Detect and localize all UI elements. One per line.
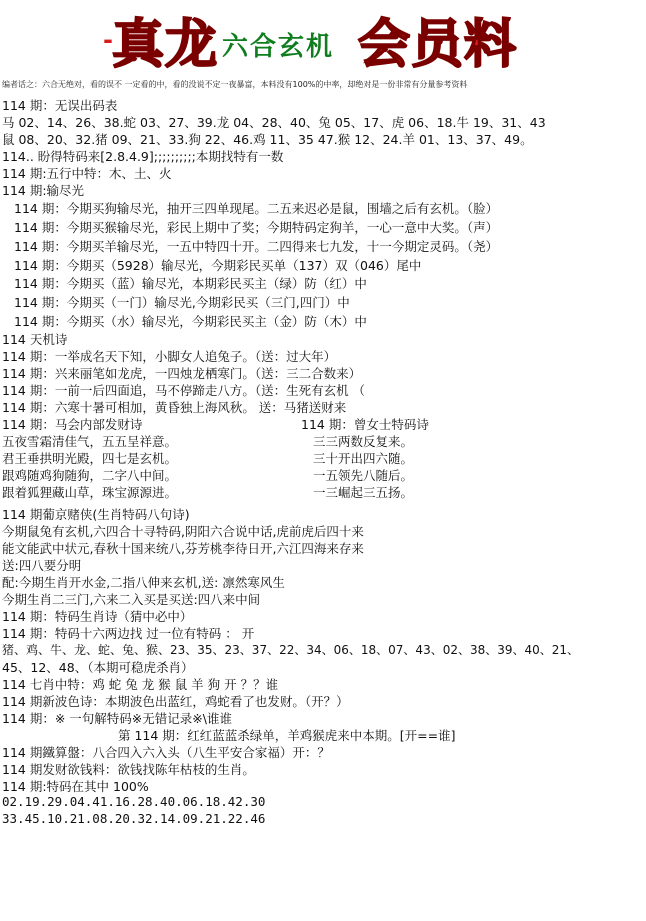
line-10: 114 期：今期买（5928）输尽光，今期彩民买单（137）双（046）尾中 bbox=[14, 258, 422, 273]
line-12: 114 期：今期买（一门）输尽光,今期彩民买（三门,四门）中 bbox=[14, 295, 350, 310]
line-35: 114 期：特码生肖诗（猜中必中） bbox=[2, 609, 193, 624]
line-3: 鼠 08、20、32.猪 09、21、33.狗 22、46.鸡 11、35 47.猴 12、24.羊 01、13、37、49。 bbox=[2, 132, 533, 147]
line-33: 配:今期生肖开水金,二指八伸来玄机,送: 凛然寒风生 bbox=[2, 575, 285, 590]
line-39: 114 七肖中特：鸡 蛇 兔 龙 猴 鼠 羊 狗 开 ？？谁 bbox=[2, 677, 279, 692]
line-37: 猪、鸡、牛、龙、蛇、兔、猴、23、35、23、37、22、34、06、18、07、43、02、38、39、40、21、 bbox=[2, 643, 580, 657]
title-prefix: - bbox=[103, 26, 113, 54]
line-32: 送:四八要分明 bbox=[2, 558, 82, 573]
line-18: 114 期：六寒十暑可相加，黄昏独上海风秋。 送：马猪送财来 bbox=[2, 400, 347, 415]
line-36: 114 期：特码十六两边找 过一位有特码 ： 开 bbox=[2, 626, 255, 641]
line-2: 马 02、14、26、38.蛇 03、27、39.龙 04、28、40、兔 05、17、虎 06、18.牛 19、31、43 bbox=[2, 115, 546, 130]
line-28: 一三崛起三五扬。 bbox=[313, 485, 414, 500]
line-46: 02.19.29.04.41.16.28.40.06.18.42.30 bbox=[2, 794, 266, 809]
line-24: 三十开出四六随。 bbox=[313, 451, 414, 466]
line-17: 114 期：一前一后四面追，马不停蹄走八方。（送：生死有玄机 （ bbox=[2, 383, 366, 398]
line-31: 能文能武中状元,春秋十国来统八,芬芳桃李待日开,六江四海来存来 bbox=[2, 541, 364, 556]
line-42: 第 114 期：红红蓝蓝杀绿单，羊鸡猴虎来中本期。[开==谁] bbox=[118, 728, 456, 743]
line-44: 114 期发财欲钱料：欲钱找陈年枯枝的生肖。 bbox=[2, 762, 255, 777]
line-43: 114 期鐵算盤：八合四入六入头（八生平安合家福）开：？ bbox=[2, 745, 330, 760]
line-7: 114 期：今期买狗输尽光，抽开三四单现尾。二五来迟必是鼠，围墙之后有玄机。（脸） bbox=[14, 201, 499, 216]
line-9: 114 期：今期买羊输尽光，一五中特四十开。二四得来七九发，十一今期定灵码。（尧） bbox=[14, 239, 499, 254]
line-13: 114 期：今期买（水）输尽光，今期彩民买主（金）防（木）中 bbox=[14, 314, 367, 329]
line-40: 114 期新波色诗：本期波色出蓝红，鸡蛇看了也发财。（开？） bbox=[2, 694, 349, 709]
line-19: 114 期：马会内部发财诗 bbox=[2, 417, 143, 432]
disclaimer: 编者话之：六合无绝对，看的误不 一定看的中，看的没说不定一夜暴富，本料没有100%的中率，却绝对是一份非常有分量参考资料 bbox=[2, 80, 468, 89]
title-part1: 真龙 bbox=[112, 15, 219, 75]
title-part2: 六合玄机 bbox=[222, 32, 335, 62]
line-34: 今期生肖二三门,六来二入买是买送:四八来中间 bbox=[2, 592, 261, 607]
line-21: 五夜雪霜清佳气，五五呈祥意。 bbox=[2, 434, 178, 449]
title-part3: 会员料 bbox=[358, 15, 518, 75]
line-27: 跟着狐狸藏山草，珠宝源源进。 bbox=[2, 485, 178, 500]
line-29: 114 期葡京赌侠(生肖特码八句诗) bbox=[2, 507, 190, 522]
line-5: 114 期:五行中特：木、土、火 bbox=[2, 166, 172, 181]
line-15: 114 期：一举成名天下知，小脚女人追兔子。（送：过大年） bbox=[2, 349, 337, 364]
line-47: 33.45.10.21.08.20.32.14.09.21.22.46 bbox=[2, 811, 266, 826]
line-23: 君王垂拱明光殿，四七是玄机。 bbox=[2, 451, 178, 466]
line-20: 114 期：曾女士特码诗 bbox=[301, 417, 429, 432]
line-11: 114 期：今期买（蓝）输尽光，本期彩民买主（绿）防（红）中 bbox=[14, 276, 367, 291]
line-30: 今期鼠兔有玄机,六四合十寻特码,阴阳六合说中话,虎前虎后四十来 bbox=[2, 524, 364, 539]
line-25: 跟鸡随鸡狗随狗，二字八中间。 bbox=[2, 468, 178, 483]
line-22: 三三两数反复来。 bbox=[313, 434, 414, 449]
line-8: 114 期：今期买猴输尽光，彩民上期中了奖；今期特码定狗羊，一心一意中大奖。（声） bbox=[14, 220, 499, 235]
line-26: 一五领先八随后。 bbox=[313, 468, 414, 483]
line-1: 114 期：无误出码表 bbox=[2, 98, 118, 113]
header-banner bbox=[0, 0, 646, 80]
line-41: 114 期：※ 一句解特码※无错记录※\谁谁 bbox=[2, 711, 232, 726]
line-4: 114.. 盼得特码来[2.8.4.9];;;;;;;;;;本期找特有一数 bbox=[2, 149, 284, 164]
line-16: 114 期：兴来丽笔如龙虎，一四烛龙栖寒门。（送：三二合数来） bbox=[2, 366, 362, 381]
line-38: 45、12、48、（本期可稳虎杀肖） bbox=[2, 660, 194, 675]
line-14: 114 天机诗 bbox=[2, 332, 68, 347]
line-6: 114 期:输尽光 bbox=[2, 183, 85, 198]
line-45: 114 期:特码在其中 100% bbox=[2, 779, 149, 794]
